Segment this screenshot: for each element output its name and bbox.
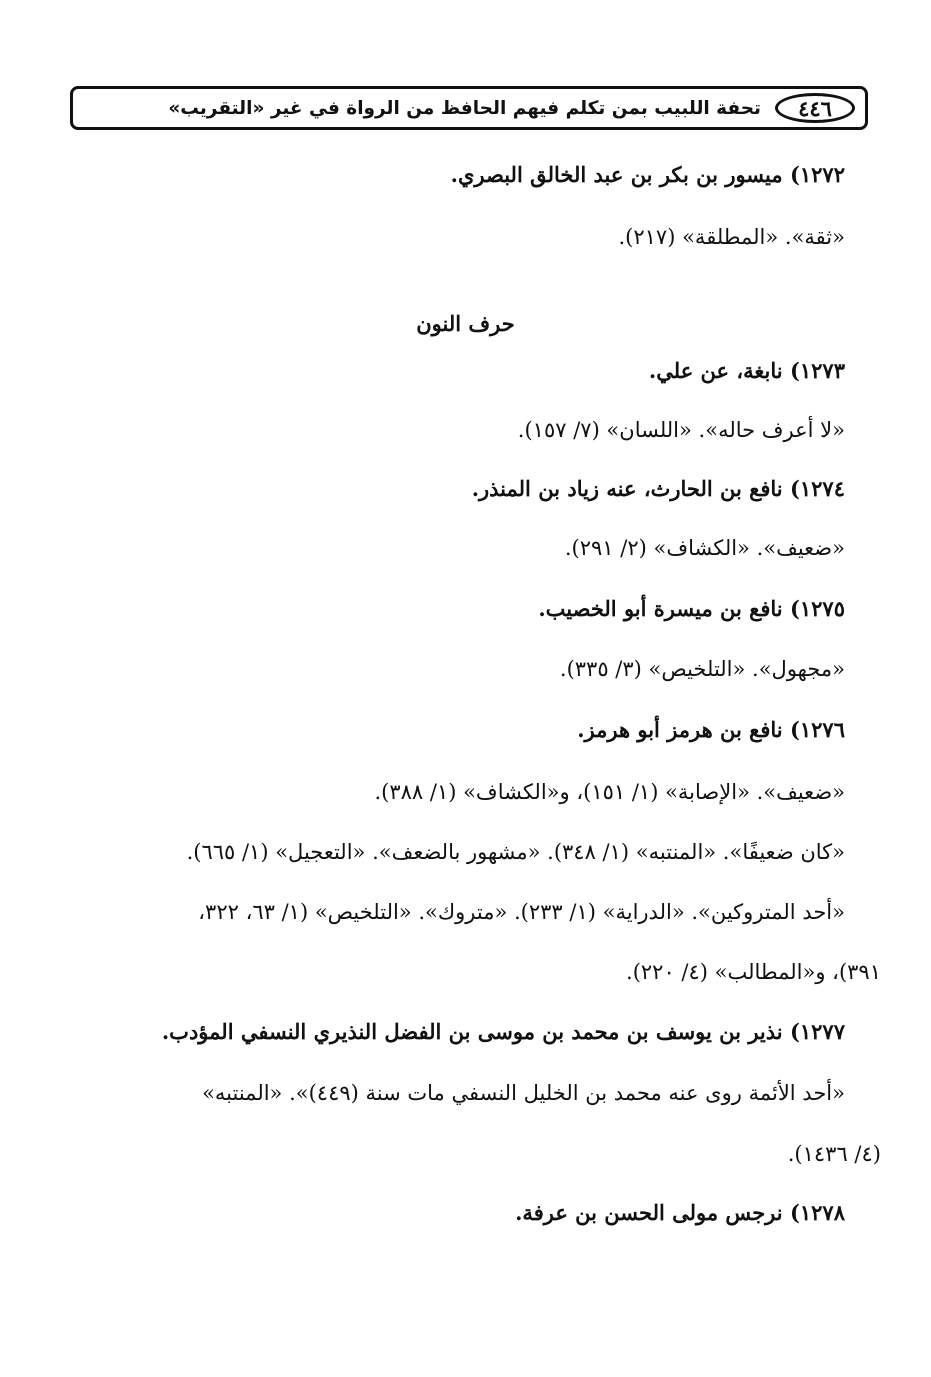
entry-name: نافع بن هرمز أبو هرمز. xyxy=(577,717,790,742)
entry-1273 xyxy=(649,354,845,388)
entry-1277-grade-cont: (٤/ ١٤٣٦). xyxy=(787,1142,881,1166)
section-title: حرف النون xyxy=(416,311,515,336)
page-number: ٤٤٦ xyxy=(775,93,855,123)
entry-1273-grade: «لا أعرف حاله». «اللسان» (٧/ ١٥٧). xyxy=(517,418,845,442)
entry-name: نذير بن يوسف بن محمد بن موسى بن الفضل النذيري النسفي المؤدب. xyxy=(161,1019,790,1044)
entry-1277 xyxy=(162,1015,845,1049)
entry-number: ١٢٧٨) xyxy=(789,1200,845,1225)
entry-1276-grade-2: «كان ضعيفًا». «المنتبه» (١/ ٣٤٨). «مشهور بالضعف». «التعجيل» (١/ ٦٦٥). xyxy=(186,840,845,864)
entry-number: ١٢٧٢) xyxy=(789,162,845,187)
entry-name: نافع بن ميسرة أبو الخصيب. xyxy=(538,596,790,621)
entry-1276 xyxy=(577,713,845,747)
entry-name: نرجس مولى الحسن بن عرفة. xyxy=(515,1200,790,1225)
entry-name: نابغة، عن علي. xyxy=(648,358,790,383)
entry-1272 xyxy=(451,158,845,192)
entry-name: ميسور بن بكر بن عبد الخالق البصري. xyxy=(450,162,790,187)
entry-1277-grade: «أحد الأئمة روى عنه محمد بن الخليل النسفي مات سنة (٤٤٩)». «المنتبه» xyxy=(202,1081,845,1105)
entry-name: نافع بن الحارث، عنه زياد بن المنذر. xyxy=(471,476,790,501)
book-title: تحفة اللبيب بمن تكلم فيهم الحافظ من الرواة في غير «التقريب» xyxy=(168,97,761,119)
entry-1276-grade-1: «ضعيف». «الإصابة» (١/ ١٥١)، و«الكشاف» (١/ ٣٨٨). xyxy=(374,780,845,804)
entry-1272-grade: «ثقة». «المطلقة» (٢١٧). xyxy=(618,225,845,249)
entry-1274-grade: «ضعيف». «الكشاف» (٢/ ٢٩١). xyxy=(564,536,845,560)
entry-number: ١٢٧٣) xyxy=(789,358,845,383)
entry-1276-grade-3-cont: ٣٩١)، و«المطالب» (٤/ ٢٢٠). xyxy=(626,960,881,984)
entry-1278 xyxy=(515,1196,845,1230)
entry-1275-grade: «مجهول». «التلخيص» (٣/ ٣٣٥). xyxy=(559,657,845,681)
entry-1276-grade-3: «أحد المتروكين». «الدراية» (١/ ٢٣٣). «متروك». «التلخيص» (١/ ٦٣، ٣٢٢، xyxy=(198,900,845,924)
entry-1274 xyxy=(472,472,845,506)
page-header xyxy=(70,86,868,130)
entry-number: ١٢٧٥) xyxy=(789,596,845,621)
entry-1275 xyxy=(538,592,845,626)
entry-number: ١٢٧٦) xyxy=(789,717,845,742)
entry-number: ١٢٧٤) xyxy=(789,476,845,501)
entry-number: ١٢٧٧) xyxy=(789,1019,845,1044)
